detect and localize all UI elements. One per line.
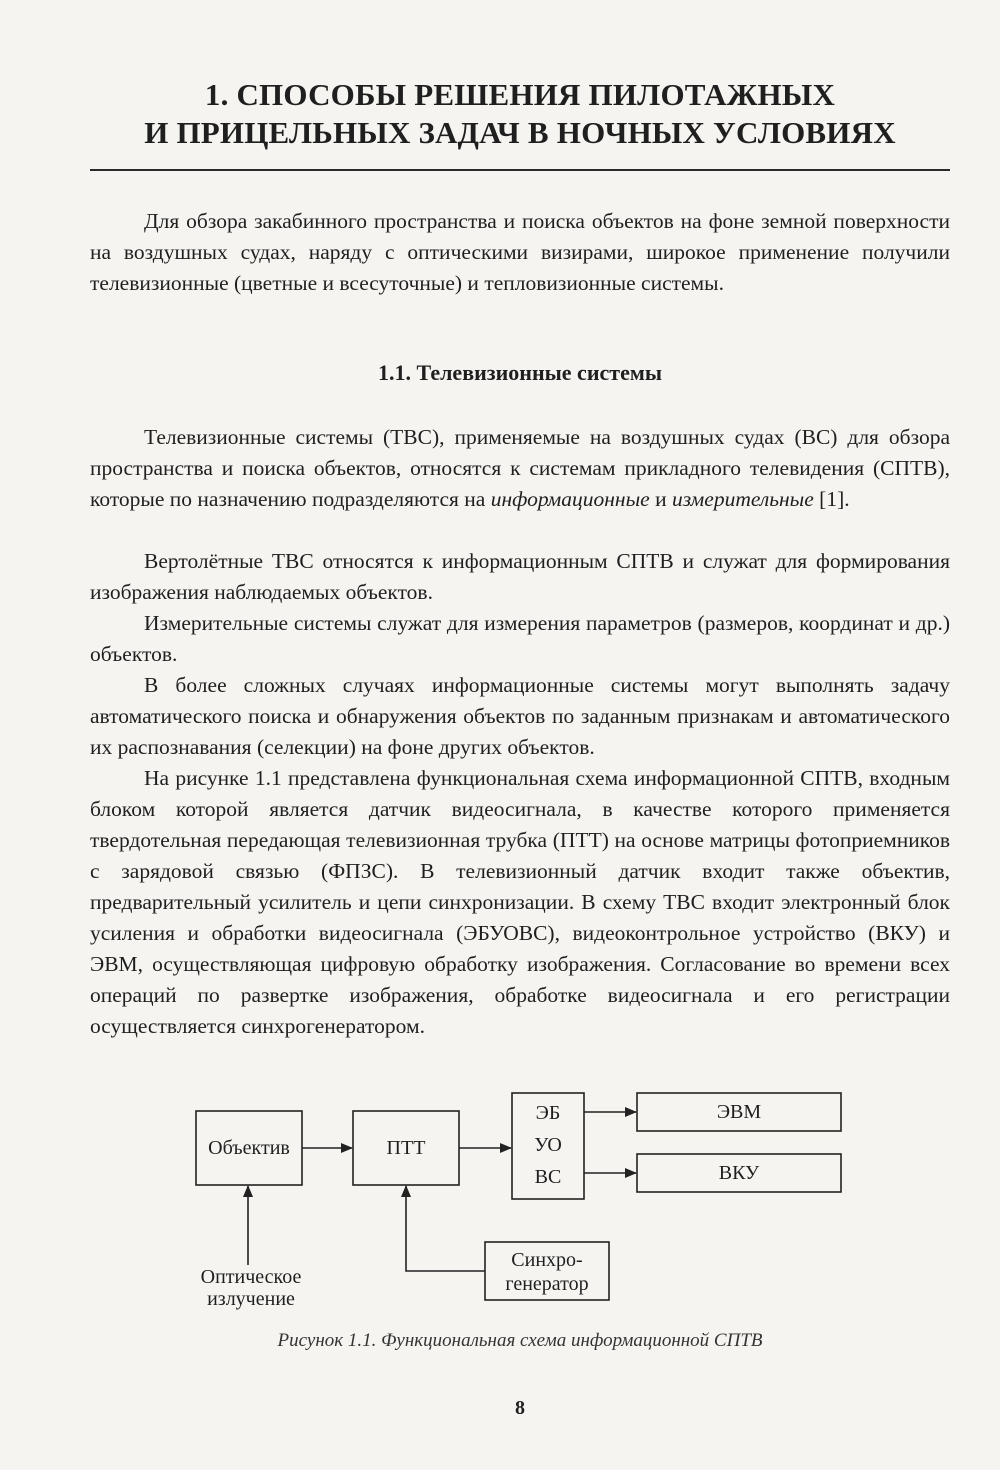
- vku-label: ВКУ: [718, 1162, 760, 1184]
- paragraph-5: На рисунке 1.1 представлена функциональная схема информационной СПТВ, входным блоком которой является датчик видеосигнала, в качестве которого применяется твердотельная передающая телевизионная трубка (ПТТ) на основе матрицы фотоприемников с зарядовой связью (ФПЗС). В телевизионный датчик входит также объектив, предварительный усилитель и цепи синхронизации. В схему ТВС входит электронный блок усиления и обработки видеосигнала (ЭБУОВС), видеоконтрольное устройство (ВКУ) и ЭВМ, осуществляющая цифровую обработку изображения. Согласование во времени всех операций по развертке изображения, обработке видеосигнала и его регистрации осуществляется синхрогенератором.: [90, 766, 950, 1038]
- chapter-title-line-2: И ПРИЦЕЛЬНЫХ ЗАДАЧ В НОЧНЫХ УСЛОВИЯХ: [144, 115, 896, 150]
- optical-label-line-2: излучение: [207, 1288, 295, 1310]
- evm-label: ЭВМ: [716, 1101, 762, 1123]
- title-divider: [90, 169, 950, 171]
- sync-label-line-2: генератор: [505, 1273, 589, 1295]
- intro-paragraph: Для обзора закабинного пространства и поиска объектов на фоне земной поверхности на воздушных судах, наряду с оптическими визирами, широкое применение получили телевизионные (цветные и всесуточные) и тепловизионные системы.: [90, 209, 950, 295]
- sync-label-line-1: Синхро-: [511, 1249, 583, 1271]
- figure-1-1-diagram: [0, 1080, 1000, 1360]
- optical-label-line-1: Оптическое: [200, 1266, 302, 1288]
- paragraph-1: [90, 422, 950, 515]
- p1-italic-measuring: измерительные: [671, 487, 814, 511]
- paragraph-3: Измерительные системы служат для измерения параметров (размеров, координат и др.) объектов.: [90, 611, 950, 666]
- ebuovs-label-line-3: ВС: [534, 1166, 562, 1188]
- chapter-title: [90, 76, 950, 152]
- objective-label: Объектив: [208, 1137, 290, 1159]
- optical-radiation-label: [186, 1266, 316, 1310]
- p1-text-end: [1].: [813, 487, 850, 511]
- ptt-label: ПТТ: [386, 1137, 426, 1159]
- chapter-title-line-1: 1. СПОСОБЫ РЕШЕНИЯ ПИЛОТАЖНЫХ: [204, 77, 836, 112]
- ebuovs-label-line-1: ЭБ: [535, 1102, 561, 1124]
- p1-text-mid: и: [649, 487, 672, 511]
- paragraph-2: Вертолётные ТВС относятся к информационным СПТВ и служат для формирования изображения наблюдаемых объектов.: [90, 549, 950, 604]
- page-number: 8: [515, 1397, 525, 1419]
- ebuovs-label-line-2: УО: [534, 1134, 562, 1156]
- paragraph-4: В более сложных случаях информационные системы могут выполнять задачу автоматического поиска и обнаружения объектов по заданным признакам и автоматического их распознавания (селекции) на фоне других объектов.: [90, 673, 950, 759]
- p1-italic-informational: информационные: [490, 487, 650, 511]
- arrow-sync-to-ptt: [406, 1186, 485, 1271]
- sync-generator-label: [485, 1248, 609, 1296]
- ebuovs-label: [512, 1097, 584, 1193]
- section-title: 1.1. Телевизионные системы: [377, 360, 662, 385]
- figure-caption: Рисунок 1.1. Функциональная схема информационной СПТВ: [277, 1330, 763, 1351]
- p1-text-start: Телевизионные системы (ТВС), применяемые на воздушных судах (ВС) для обзора пространства и поиска объектов, относятся к системам прикладного телевидения (СПТВ), которые по назначению подразделяются на: [90, 425, 950, 511]
